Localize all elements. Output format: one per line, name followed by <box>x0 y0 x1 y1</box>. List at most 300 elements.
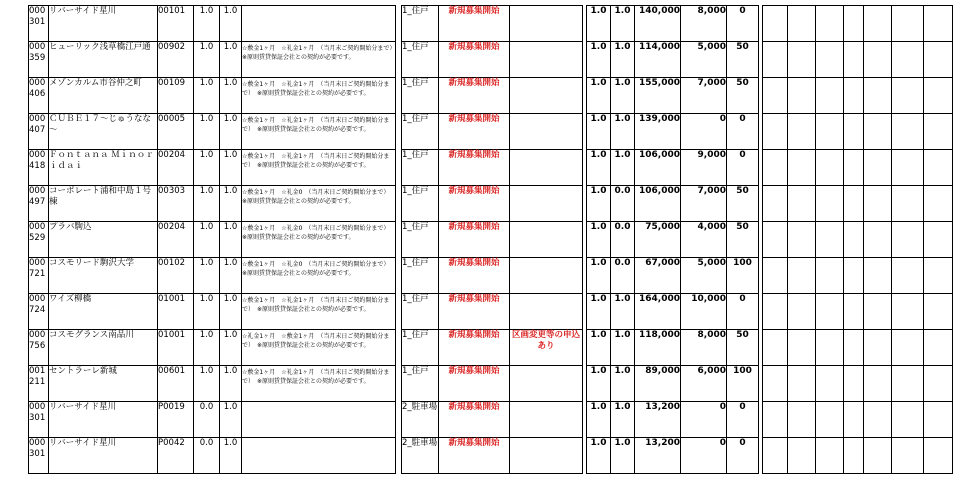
room-code: 00101 <box>158 6 194 42</box>
deposit-months: 1.0 <box>587 330 611 366</box>
property-table <box>28 5 399 474</box>
property-id: 000 301 <box>29 402 49 438</box>
blank-cell <box>924 186 953 222</box>
blank-cell <box>816 330 844 366</box>
property-name: リバーサイド星川 <box>49 438 158 474</box>
room-code: 00303 <box>158 186 194 222</box>
blank-cell <box>924 78 953 114</box>
blank-cell <box>788 114 816 150</box>
unit-type: 1_住戸 <box>402 330 439 366</box>
deposit-months: 1.0 <box>587 6 611 42</box>
fee-amount: 8,000 <box>681 6 727 42</box>
table-row <box>402 366 583 402</box>
price-table <box>586 5 759 474</box>
table-row <box>587 258 759 294</box>
campaign-note: ☆敷金1ヶ月 ☆礼金1ヶ月 （当月末日ご契約開始分まで） ※原則賃貸保証会社との契約が必要です。 <box>242 294 396 330</box>
deposit-months: 1.0 <box>587 114 611 150</box>
table-row <box>29 438 396 474</box>
blank-cell <box>892 330 924 366</box>
rent-amount: 118,000 <box>635 330 681 366</box>
table-row <box>402 258 583 294</box>
remark-label <box>510 222 583 258</box>
value-2: 1.0 <box>220 258 242 294</box>
property-id: 000 497 <box>29 186 49 222</box>
blank-cell <box>924 330 953 366</box>
property-name: コスモリード駒沢大学 <box>49 258 158 294</box>
blank-cell <box>892 42 924 78</box>
blank-cell <box>816 42 844 78</box>
rent-amount: 140,000 <box>635 6 681 42</box>
blank-cell <box>788 402 816 438</box>
table-row <box>29 186 396 222</box>
blank-cell <box>924 150 953 186</box>
table-row <box>402 78 583 114</box>
blank-cell <box>763 42 788 78</box>
blank-cell <box>763 294 788 330</box>
blank-cell <box>892 258 924 294</box>
blank-cell <box>763 330 788 366</box>
campaign-note <box>242 6 396 42</box>
blank-cell <box>816 294 844 330</box>
property-id: 000 529 <box>29 222 49 258</box>
blank-cell <box>763 438 788 474</box>
blank-cell <box>892 294 924 330</box>
value-1: 1.0 <box>194 78 220 114</box>
property-name: ヒューリック浅草橋江戸通 <box>49 42 158 78</box>
blank-cell <box>844 366 864 402</box>
table-row <box>587 78 759 114</box>
blank-cell <box>864 438 892 474</box>
table-row <box>29 222 396 258</box>
table-row <box>402 186 583 222</box>
value-1: 1.0 <box>194 366 220 402</box>
unit-type: 1_住戸 <box>402 222 439 258</box>
status-label: 新規募集開始 <box>439 150 510 186</box>
campaign-note: ☆礼金1ヶ月 ☆敷金1ヶ月 （当月末日ご契約開始分まで） ※原則賃貸保証会社との契約が必要です。 <box>242 330 396 366</box>
blank-cell <box>892 366 924 402</box>
room-code: 01001 <box>158 330 194 366</box>
table-row <box>587 402 759 438</box>
blank-cell <box>788 438 816 474</box>
table-row <box>763 186 953 222</box>
value-1: 1.0 <box>194 114 220 150</box>
status-label: 新規募集開始 <box>439 294 510 330</box>
blank-cell <box>816 258 844 294</box>
property-name: リバーサイド星川 <box>49 6 158 42</box>
property-name: ＣＵＢＥ１７～じゅうなな～ <box>49 114 158 150</box>
blank-cell <box>788 258 816 294</box>
extra-amount: 50 <box>727 78 759 114</box>
rent-amount: 13,200 <box>635 402 681 438</box>
table-row <box>763 366 953 402</box>
remark-label <box>510 150 583 186</box>
blank-cell <box>844 6 864 42</box>
extra-amount: 100 <box>727 366 759 402</box>
remark-label <box>510 258 583 294</box>
value-2: 1.0 <box>220 294 242 330</box>
key-money-months: 0.0 <box>611 186 635 222</box>
deposit-months: 1.0 <box>587 438 611 474</box>
blank-cell <box>924 114 953 150</box>
deposit-months: 1.0 <box>587 186 611 222</box>
rent-amount: 75,000 <box>635 222 681 258</box>
blank-cell <box>763 150 788 186</box>
blank-cell <box>892 222 924 258</box>
rent-amount: 106,000 <box>635 186 681 222</box>
blank-cell <box>844 114 864 150</box>
status-table <box>401 5 583 474</box>
unit-type: 2_駐車場 <box>402 438 439 474</box>
key-money-months: 1.0 <box>611 330 635 366</box>
remark-label <box>510 402 583 438</box>
extra-amount: 50 <box>727 222 759 258</box>
blank-cell <box>844 42 864 78</box>
key-money-months: 1.0 <box>611 294 635 330</box>
campaign-note <box>242 402 396 438</box>
key-money-months: 1.0 <box>611 150 635 186</box>
fee-amount: 6,000 <box>681 366 727 402</box>
blank-cell <box>844 438 864 474</box>
key-money-months: 0.0 <box>611 258 635 294</box>
table-row <box>587 330 759 366</box>
blank-cell <box>864 402 892 438</box>
remark-label <box>510 294 583 330</box>
deposit-months: 1.0 <box>587 78 611 114</box>
remark-label <box>510 366 583 402</box>
blank-cell <box>924 222 953 258</box>
blank-cell <box>816 186 844 222</box>
table-row <box>587 222 759 258</box>
table-row <box>29 366 396 402</box>
table-row <box>29 6 396 42</box>
key-money-months: 1.0 <box>611 114 635 150</box>
fee-amount: 9,000 <box>681 150 727 186</box>
blank-cell <box>788 330 816 366</box>
extra-amount: 0 <box>727 150 759 186</box>
blank-cell <box>864 294 892 330</box>
table-row <box>587 186 759 222</box>
blank-cell <box>864 6 892 42</box>
room-code: P0019 <box>158 402 194 438</box>
status-label: 新規募集開始 <box>439 6 510 42</box>
table-row <box>763 114 953 150</box>
blank-cell <box>844 222 864 258</box>
blank-cell <box>816 438 844 474</box>
table-row <box>402 222 583 258</box>
value-2: 1.0 <box>220 222 242 258</box>
remark-label <box>510 186 583 222</box>
property-name: ワイズ柳橋 <box>49 294 158 330</box>
table-row <box>29 78 396 114</box>
value-1: 1.0 <box>194 150 220 186</box>
table-row <box>402 6 583 42</box>
deposit-months: 1.0 <box>587 258 611 294</box>
deposit-months: 1.0 <box>587 42 611 78</box>
blank-cell <box>816 6 844 42</box>
property-id: 000 407 <box>29 114 49 150</box>
blank-cell <box>924 402 953 438</box>
blank-cell <box>788 186 816 222</box>
blank-cell <box>924 258 953 294</box>
table-row <box>763 78 953 114</box>
table-row <box>402 438 583 474</box>
blank-cell <box>864 330 892 366</box>
room-code: 00601 <box>158 366 194 402</box>
rent-amount: 67,000 <box>635 258 681 294</box>
property-name: プラバ駒込 <box>49 222 158 258</box>
blank-cell <box>864 78 892 114</box>
extra-amount: 0 <box>727 438 759 474</box>
property-id: 000 406 <box>29 78 49 114</box>
unit-type: 1_住戸 <box>402 78 439 114</box>
status-label: 新規募集開始 <box>439 78 510 114</box>
table-row <box>587 438 759 474</box>
blank-cell <box>864 222 892 258</box>
table-row <box>29 150 396 186</box>
deposit-months: 1.0 <box>587 222 611 258</box>
value-2: 1.0 <box>220 78 242 114</box>
blank-cell <box>788 366 816 402</box>
blank-cell <box>788 42 816 78</box>
table-row <box>29 42 396 78</box>
deposit-months: 1.0 <box>587 294 611 330</box>
room-code: 00204 <box>158 222 194 258</box>
table-row <box>763 258 953 294</box>
table-row <box>587 6 759 42</box>
blank-cell <box>763 78 788 114</box>
unit-type: 1_住戸 <box>402 186 439 222</box>
table-row <box>29 330 396 366</box>
blank-cell <box>892 78 924 114</box>
blank-cell <box>763 366 788 402</box>
blank-cell <box>892 438 924 474</box>
remark-label <box>510 42 583 78</box>
blank-cell <box>844 294 864 330</box>
deposit-months: 1.0 <box>587 366 611 402</box>
remark-label <box>510 78 583 114</box>
blank-cell <box>763 186 788 222</box>
blank-cell <box>763 114 788 150</box>
blank-table <box>762 5 953 474</box>
extra-amount: 50 <box>727 186 759 222</box>
table-row <box>763 330 953 366</box>
key-money-months: 1.0 <box>611 42 635 78</box>
room-code: 01001 <box>158 294 194 330</box>
fee-amount: 7,000 <box>681 78 727 114</box>
blank-cell <box>924 366 953 402</box>
table-row <box>402 402 583 438</box>
fee-amount: 0 <box>681 438 727 474</box>
status-label: 新規募集開始 <box>439 186 510 222</box>
blank-cell <box>924 438 953 474</box>
blank-cell <box>844 186 864 222</box>
unit-type: 1_住戸 <box>402 258 439 294</box>
blank-cell <box>844 330 864 366</box>
property-name: リバーサイド星川 <box>49 402 158 438</box>
property-id: 000 301 <box>29 6 49 42</box>
status-label: 新規募集開始 <box>439 258 510 294</box>
property-id: 000 721 <box>29 258 49 294</box>
property-name: コスモグランス南品川 <box>49 330 158 366</box>
blank-cell <box>763 402 788 438</box>
unit-type: 1_住戸 <box>402 114 439 150</box>
table-row <box>587 150 759 186</box>
value-2: 1.0 <box>220 150 242 186</box>
extra-amount: 0 <box>727 402 759 438</box>
table-row <box>763 222 953 258</box>
table-row <box>587 366 759 402</box>
extra-amount: 0 <box>727 294 759 330</box>
table-row <box>763 438 953 474</box>
table-row <box>763 402 953 438</box>
extra-amount: 0 <box>727 6 759 42</box>
blank-cell <box>892 150 924 186</box>
value-2: 1.0 <box>220 330 242 366</box>
table-row <box>587 42 759 78</box>
rent-amount: 139,000 <box>635 114 681 150</box>
property-id: 000 359 <box>29 42 49 78</box>
value-2: 1.0 <box>220 366 242 402</box>
rent-amount: 13,200 <box>635 438 681 474</box>
fee-amount: 0 <box>681 114 727 150</box>
blank-cell <box>864 42 892 78</box>
value-2: 1.0 <box>220 42 242 78</box>
status-label: 新規募集開始 <box>439 366 510 402</box>
campaign-note: ☆敷金1ヶ月 ☆礼金1ヶ月 （当月末ご契約開始分まで） ※原則賃貸保証会社との契約が必要です。 <box>242 42 396 78</box>
blank-cell <box>864 114 892 150</box>
property-name: コーポレート浦和中島１号棟 <box>49 186 158 222</box>
table-row <box>763 150 953 186</box>
property-id: 000 418 <box>29 150 49 186</box>
fee-amount: 8,000 <box>681 330 727 366</box>
unit-type: 1_住戸 <box>402 294 439 330</box>
room-code: 00005 <box>158 114 194 150</box>
campaign-note: ☆敷金1ヶ月 ☆礼金0 （当月末日ご契約開始分まで） ※原則賃貸保証会社との契約が必要です。 <box>242 258 396 294</box>
table-row <box>29 294 396 330</box>
blank-cell <box>924 42 953 78</box>
value-1: 0.0 <box>194 438 220 474</box>
blank-cell <box>844 402 864 438</box>
extra-amount: 100 <box>727 258 759 294</box>
table-row <box>763 6 953 42</box>
value-2: 1.0 <box>220 114 242 150</box>
remark-label <box>510 438 583 474</box>
blank-cell <box>924 6 953 42</box>
status-label: 新規募集開始 <box>439 114 510 150</box>
value-1: 1.0 <box>194 294 220 330</box>
fee-amount: 5,000 <box>681 258 727 294</box>
fee-amount: 5,000 <box>681 42 727 78</box>
status-label: 新規募集開始 <box>439 438 510 474</box>
blank-cell <box>864 186 892 222</box>
status-label: 新規募集開始 <box>439 330 510 366</box>
key-money-months: 1.0 <box>611 6 635 42</box>
room-code: 00902 <box>158 42 194 78</box>
blank-cell <box>788 222 816 258</box>
table-row <box>29 114 396 150</box>
blank-cell <box>892 186 924 222</box>
extra-amount: 50 <box>727 42 759 78</box>
property-name: セントラーレ新城 <box>49 366 158 402</box>
property-id: 000 724 <box>29 294 49 330</box>
fee-amount: 4,000 <box>681 222 727 258</box>
property-id: 000 301 <box>29 438 49 474</box>
table-row <box>587 294 759 330</box>
remark-label <box>510 114 583 150</box>
fee-amount: 10,000 <box>681 294 727 330</box>
key-money-months: 1.0 <box>611 366 635 402</box>
table-row <box>763 294 953 330</box>
blank-cell <box>763 6 788 42</box>
table-row <box>587 114 759 150</box>
blank-cell <box>763 258 788 294</box>
blank-cell <box>892 402 924 438</box>
deposit-months: 1.0 <box>587 150 611 186</box>
room-code: 00102 <box>158 258 194 294</box>
unit-type: 1_住戸 <box>402 366 439 402</box>
property-id: 000 756 <box>29 330 49 366</box>
unit-type: 1_住戸 <box>402 150 439 186</box>
blank-cell <box>763 222 788 258</box>
value-2: 1.0 <box>220 186 242 222</box>
blank-cell <box>816 114 844 150</box>
value-2: 1.0 <box>220 402 242 438</box>
unit-type: 1_住戸 <box>402 42 439 78</box>
rent-amount: 89,000 <box>635 366 681 402</box>
rent-amount: 164,000 <box>635 294 681 330</box>
value-1: 1.0 <box>194 42 220 78</box>
table-row <box>402 42 583 78</box>
table-row <box>763 42 953 78</box>
table-row <box>402 150 583 186</box>
blank-cell <box>816 366 844 402</box>
blank-cell <box>816 78 844 114</box>
value-1: 1.0 <box>194 186 220 222</box>
blank-cell <box>892 114 924 150</box>
table-row <box>402 114 583 150</box>
blank-cell <box>844 150 864 186</box>
unit-type: 1_住戸 <box>402 6 439 42</box>
blank-cell <box>816 222 844 258</box>
campaign-note: ☆敷金1ヶ月 ☆礼金1ヶ月 （当月末日ご契約開始分まで） ※原則賃貸保証会社との契約が必要です。 <box>242 114 396 150</box>
value-1: 0.0 <box>194 402 220 438</box>
value-1: 1.0 <box>194 258 220 294</box>
blank-cell <box>864 258 892 294</box>
value-1: 1.0 <box>194 222 220 258</box>
blank-cell <box>864 366 892 402</box>
campaign-note: ☆敷金1ヶ月 ☆礼金0 （当月末日ご契約開始分まで） ※原則賃貸保証会社との契約が必要です。 <box>242 222 396 258</box>
extra-amount: 0 <box>727 114 759 150</box>
remark-label <box>510 6 583 42</box>
unit-type: 2_駐車場 <box>402 402 439 438</box>
blank-cell <box>788 150 816 186</box>
table-row <box>29 258 396 294</box>
key-money-months: 0.0 <box>611 222 635 258</box>
room-code: 00204 <box>158 150 194 186</box>
campaign-note: ☆敷金1ヶ月 ☆礼金1ヶ月 （当月末日ご契約開始分まで） ※原則賃貸保証会社との契約が必要です。 <box>242 150 396 186</box>
property-id: 001 211 <box>29 366 49 402</box>
status-label: 新規募集開始 <box>439 402 510 438</box>
campaign-note: ☆敷金1ヶ月 ☆礼金1ヶ月 （当月末日ご契約開始分まで） ※原則賃貸保証会社との契約が必要です。 <box>242 78 396 114</box>
deposit-months: 1.0 <box>587 402 611 438</box>
blank-cell <box>788 294 816 330</box>
rent-amount: 106,000 <box>635 150 681 186</box>
value-1: 1.0 <box>194 6 220 42</box>
value-2: 1.0 <box>220 6 242 42</box>
key-money-months: 1.0 <box>611 78 635 114</box>
campaign-note: ☆敷金1ヶ月 ☆礼金0 （当月末日ご契約開始分まで） ※原則賃貸保証会社との契約が必要です。 <box>242 186 396 222</box>
room-code: P0042 <box>158 438 194 474</box>
